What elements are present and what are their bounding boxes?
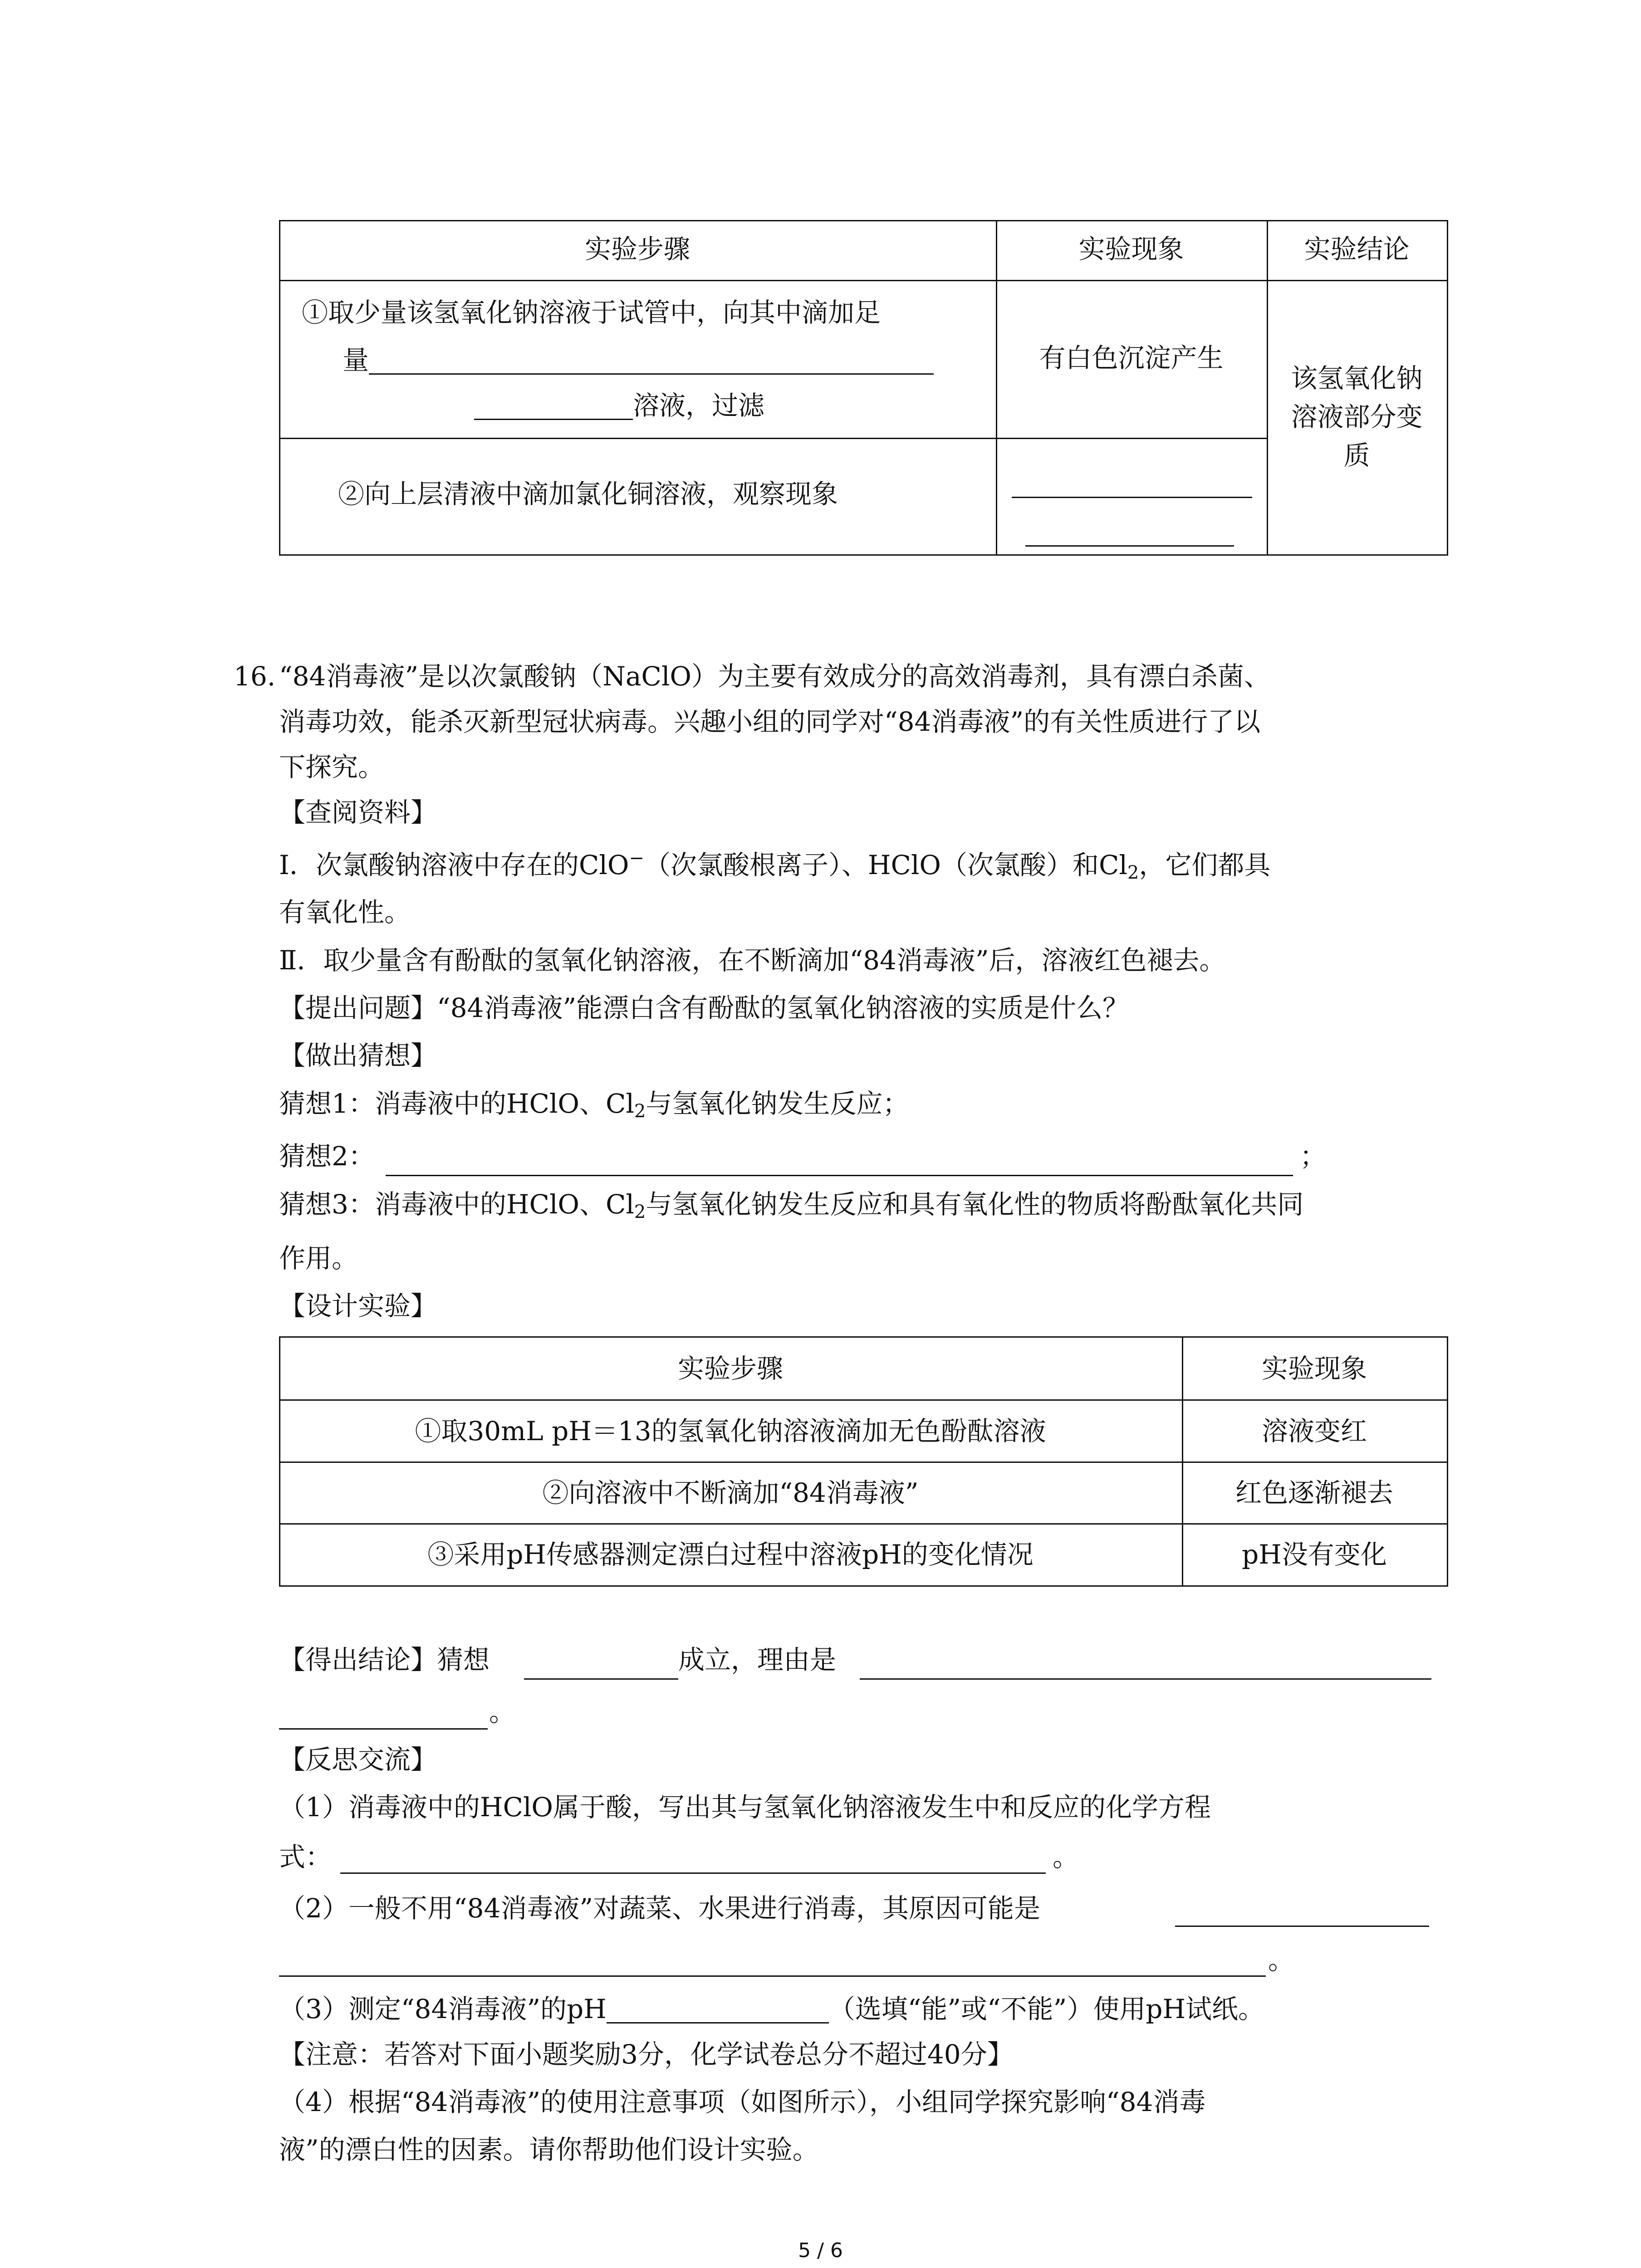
reference-text: 有氧化性。	[279, 897, 411, 928]
answer-blank[interactable]	[607, 1996, 829, 2024]
guess-text: 作用。	[279, 1243, 358, 1274]
table-border	[279, 1399, 1448, 1401]
table-cell-phenomenon: 有白色沉淀产生	[1039, 342, 1224, 373]
table-header-step: 实验步骤	[677, 1353, 783, 1384]
table-cell-step-text: 量	[343, 345, 369, 376]
table-cell-step: ②向上层清液中滴加氯化铜溶液，观察现象	[338, 479, 838, 509]
bonus-note: 【注意：若答对下面小题奖励3分，化学试卷总分不超过40分】	[279, 2039, 1014, 2070]
guess-3: 猜想3：消毒液中的HClO、$Cl_2$与氢氧化钠发生反应和具有氧化性的物质将酚酞氧化共同	[279, 1189, 1304, 1222]
answer-blank[interactable]	[474, 392, 633, 420]
table-cell-conclusion-line: 溶液部分变	[1291, 401, 1423, 432]
reflection-q4: （4）根据“84消毒液”的使用注意事项（如图所示），小组同学探究影响“84消毒	[279, 2087, 1206, 2117]
table-header-conclusion: 实验结论	[1304, 234, 1410, 264]
section-heading: 【做出猜想】	[279, 1040, 437, 1071]
guess-text: 与氢氧化钠发生反应；	[646, 1088, 909, 1119]
table-cell-step: ①取30mL pH＝13的氢氧化钠溶液滴加无色酚酞溶液	[415, 1416, 1046, 1447]
question-text: 下探究。	[279, 752, 385, 782]
answer-blank[interactable]	[279, 1728, 488, 1730]
reference-text: ，它们都具	[1139, 850, 1271, 880]
reflection-q3-text: （选填“能”或“不能”）使用pH试纸。	[828, 1994, 1265, 2024]
guess-1: 猜想1：消毒液中的HClO、$Cl_2$与氢氧化钠发生反应；	[279, 1088, 909, 1122]
table-cell-step-text: 溶液，过滤	[633, 390, 765, 421]
table-cell-step-line1: ①取少量该氢氧化钠溶液于试管中，向其中滴加足	[302, 297, 881, 328]
reference-item: Ⅰ．次氯酸钠溶液中存在的ClO−（次氯酸根离子）、HClO（次氯酸）和$Cl_2$，它们都具	[279, 848, 1271, 883]
conclusion-end: 。	[489, 1696, 516, 1727]
question-text: “84消毒液”是以次氯酸钠（NaClO）为主要有效成分的高效消毒剂，具有漂白杀菌、	[279, 661, 1270, 692]
table-cell-conclusion-line: 该氢氧化钠	[1291, 363, 1423, 394]
table-border	[279, 220, 1448, 221]
answer-blank[interactable]	[860, 1678, 1431, 1680]
answer-blank[interactable]	[524, 1678, 678, 1680]
table-border	[1447, 220, 1448, 556]
answer-blank[interactable]	[1012, 497, 1252, 498]
question-text: 消毒功效，能杀灭新型冠状病毒。兴趣小组的同学对“84消毒液”的有关性质进行了以	[279, 706, 1261, 737]
table-header-phenomenon: 实验现象	[1078, 234, 1184, 264]
table-border	[279, 554, 1448, 556]
answer-blank[interactable]	[1025, 545, 1234, 547]
table-cell-step-line2	[343, 347, 934, 375]
reflection-q1: （1）消毒液中的HClO属于酸，写出其与氢氧化钠溶液发生中和反应的化学方程	[279, 1792, 1211, 1823]
table-cell-phenomenon: 红色逐渐褪去	[1235, 1477, 1393, 1508]
table-border	[279, 220, 280, 556]
answer-blank[interactable]	[279, 1975, 1266, 1977]
table-cell-step: ②向溶液中不断滴加“84消毒液”	[542, 1477, 919, 1508]
table-border	[996, 220, 997, 556]
reference-item: Ⅱ．取少量含有酚酞的氢氧化钠溶液，在不断滴加“84消毒液”后，溶液红色褪去。	[279, 945, 1226, 976]
guess-text: ；	[1300, 1141, 1327, 1172]
section-heading: 【反思交流】	[279, 1744, 437, 1775]
guess-2	[279, 1141, 375, 1172]
table-border	[279, 1336, 1448, 1338]
table-border	[279, 438, 1267, 439]
reflection-q1-label: 式：	[279, 1842, 332, 1872]
guess-text: 与氢氧化钠发生反应和具有氧化性的物质将酚酞氧化共同	[646, 1189, 1304, 1220]
reflection-q4: 液”的漂白性的因素。请你帮助他们设计实验。	[279, 2134, 819, 2165]
reflection-q3	[279, 1996, 1264, 2024]
question-number: 16.	[234, 661, 276, 692]
reflection-q2: （2）一般不用“84消毒液”对蔬菜、水果进行消毒，其原因可能是	[279, 1893, 1041, 1924]
answer-blank[interactable]	[1175, 1926, 1429, 1927]
conclusion-prefix: 【得出结论】猜想	[279, 1644, 490, 1675]
table-cell-conclusion-line: 质	[1343, 440, 1370, 471]
table-border	[279, 1585, 1448, 1587]
reference-text: Ⅰ．次氯酸钠溶液中存在的ClO	[279, 850, 629, 880]
table-border	[279, 1461, 1448, 1463]
guess-text: 猜想2：	[279, 1141, 375, 1172]
answer-blank[interactable]	[369, 347, 934, 375]
table-header-step: 实验步骤	[584, 234, 690, 264]
answer-blank[interactable]	[386, 1175, 1293, 1176]
table-header-phenomenon: 实验现象	[1261, 1353, 1367, 1384]
reflection-q3-text: （3）测定“84消毒液”的pH	[279, 1994, 607, 2024]
table-border	[279, 280, 1448, 281]
table-cell-step-line3	[474, 392, 764, 420]
table-cell-step: ③采用pH传感器测定漂白过程中溶液pH的变化情况	[427, 1539, 1034, 1570]
table-border	[1447, 1336, 1448, 1587]
table-cell-phenomenon: 溶液变红	[1261, 1416, 1367, 1447]
table-cell-phenomenon: pH没有变化	[1242, 1539, 1387, 1570]
section-heading: 【设计实验】	[279, 1290, 437, 1321]
section-heading: 【查阅资料】	[279, 797, 437, 828]
question-prompt: 【提出问题】“84消毒液”能漂白含有酚酞的氢氧化钠溶液的实质是什么？	[279, 992, 1129, 1023]
reference-text: （次氯酸根离子）、HClO（次氯酸）和Cl	[644, 850, 1127, 880]
conclusion-middle: 成立，理由是	[678, 1644, 837, 1675]
table-border	[279, 1523, 1448, 1525]
guess-text: 猜想3：消毒液中的HClO、Cl	[279, 1189, 634, 1220]
reflection-q1-end: 。	[1053, 1842, 1079, 1872]
page-number: 5 / 6	[798, 2239, 843, 2262]
guess-text: 猜想1：消毒液中的HClO、Cl	[279, 1088, 634, 1119]
answer-blank[interactable]	[340, 1872, 1046, 1874]
reflection-q2-end: 。	[1268, 1945, 1295, 1975]
